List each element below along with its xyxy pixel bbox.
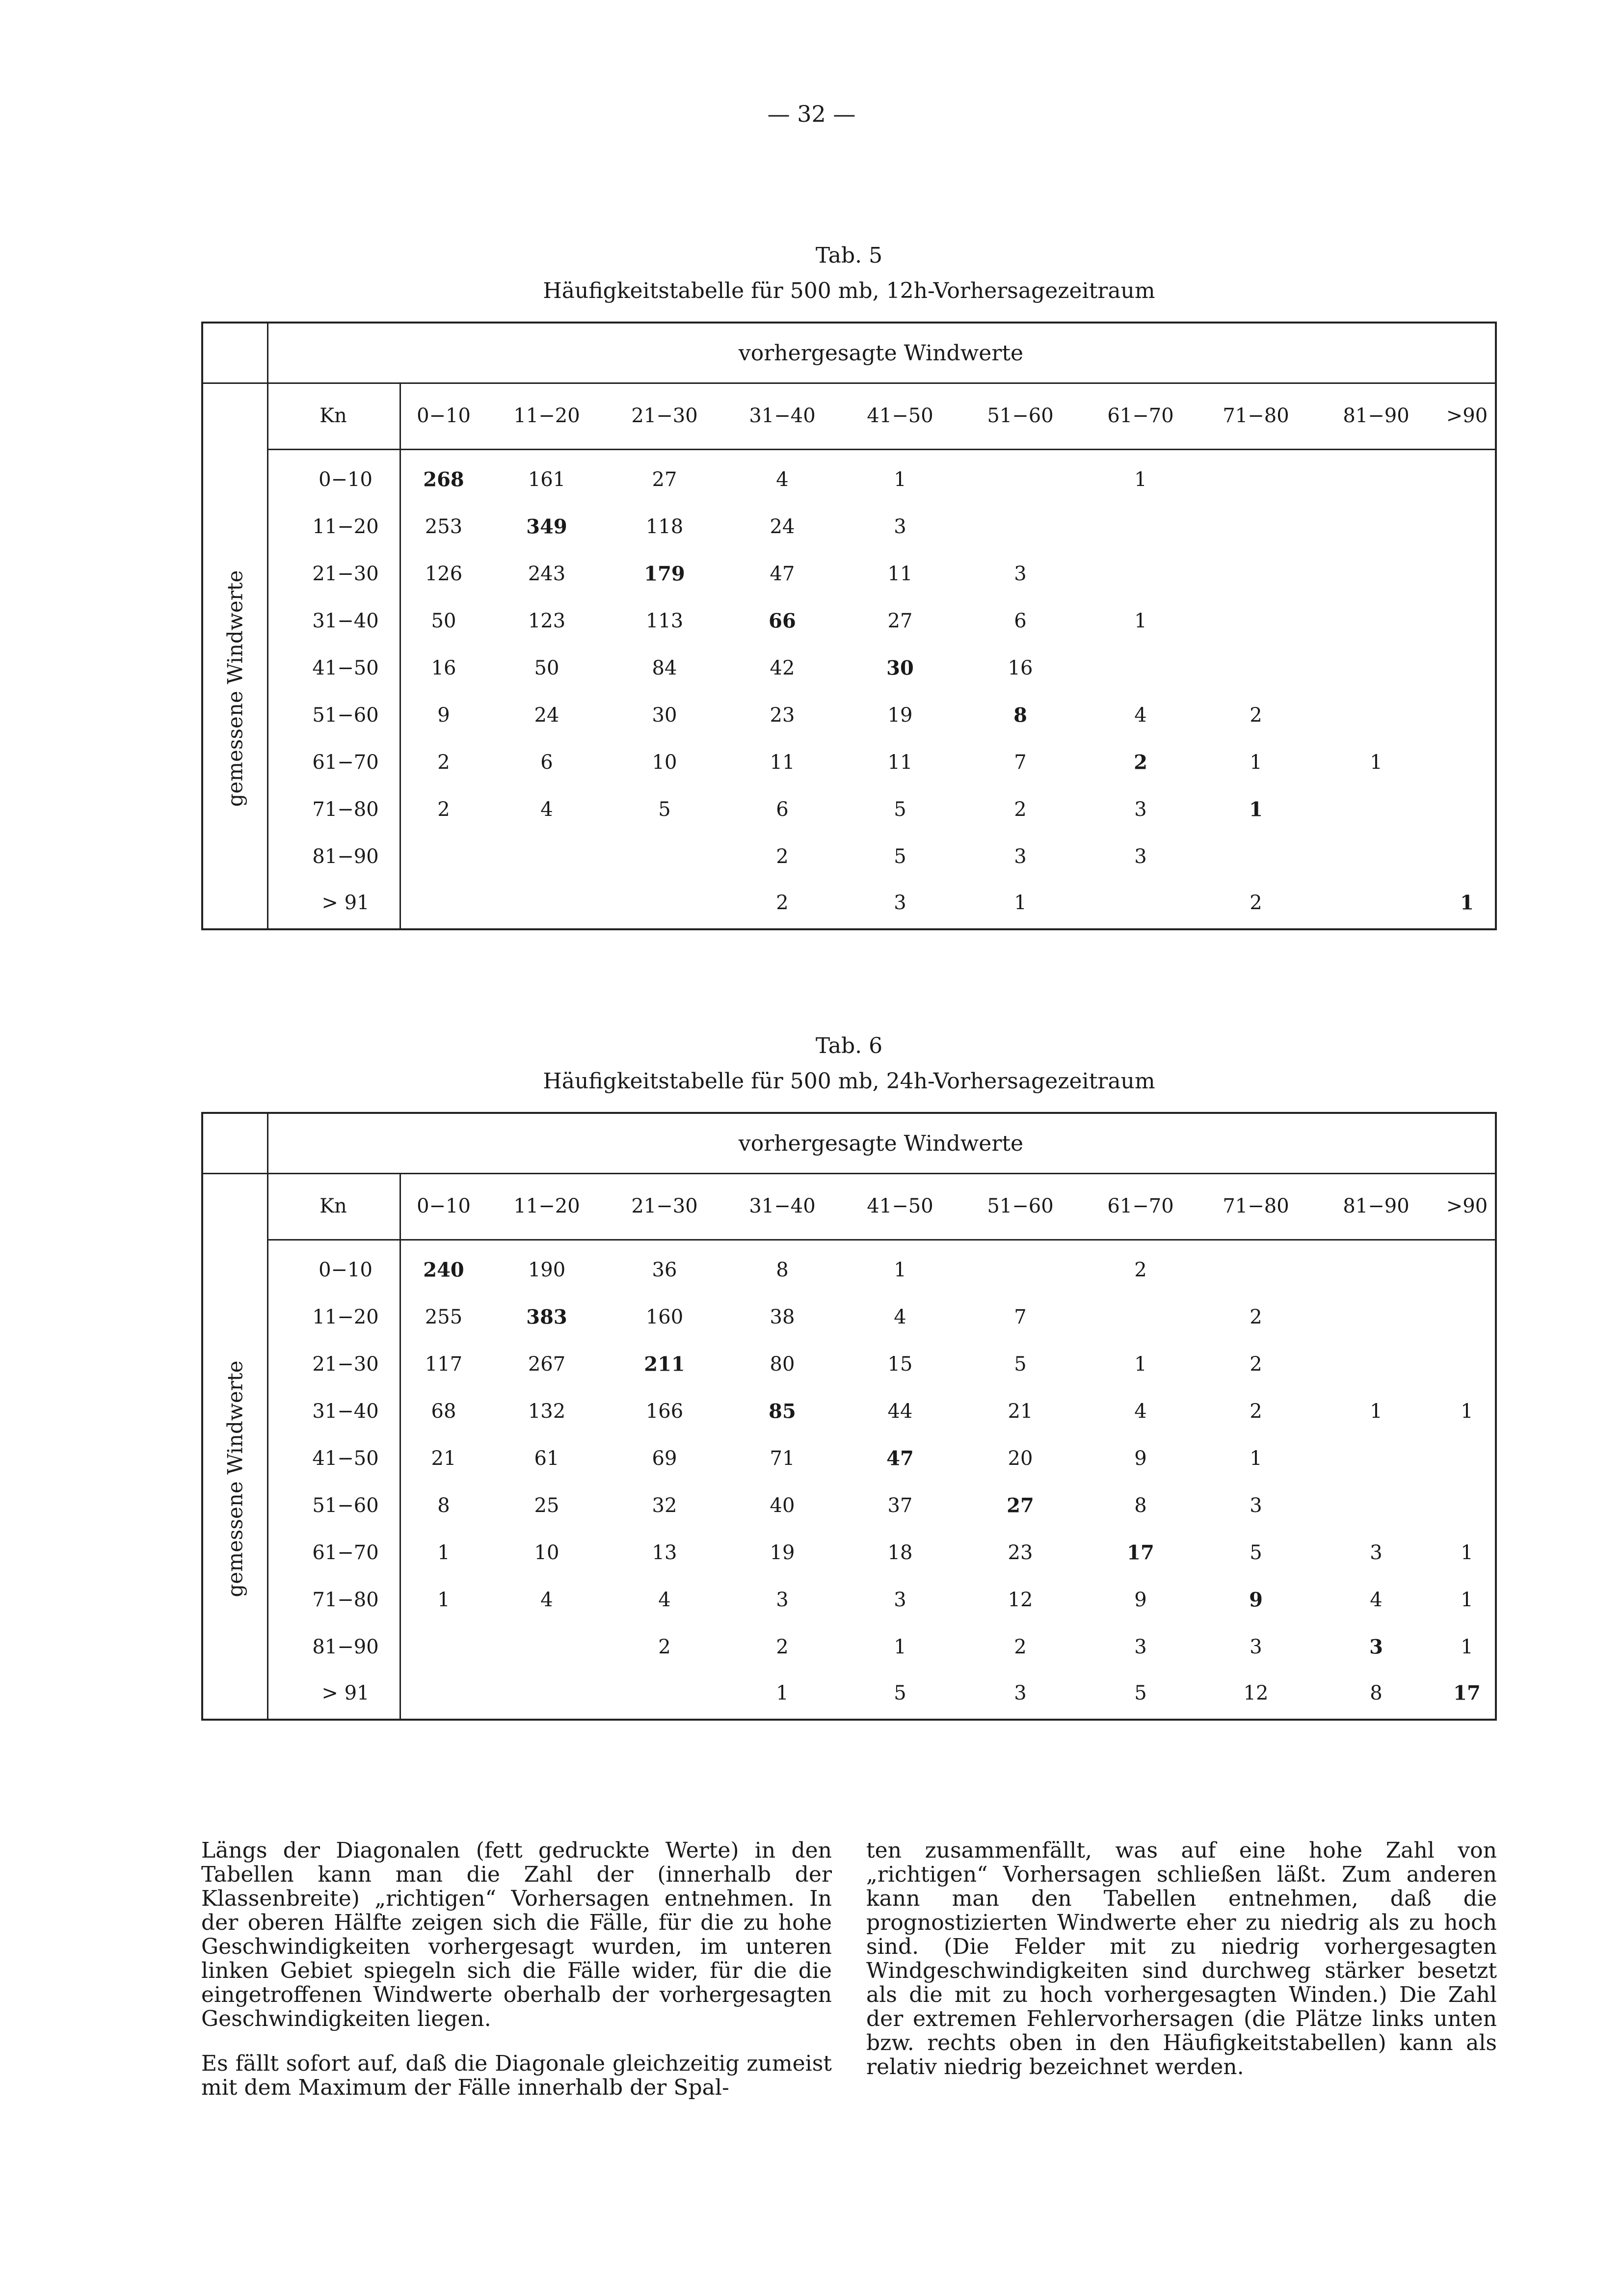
column-header: 71−80 — [1223, 405, 1289, 427]
divider — [203, 1173, 1495, 1174]
table-cell: 166 — [645, 1400, 684, 1423]
table-cell: 3 — [1014, 845, 1027, 868]
column-header: 31−40 — [749, 405, 816, 427]
table-cell: 2 — [1134, 1259, 1147, 1281]
table-cell: 1 — [1370, 751, 1383, 774]
table-cell: 3 — [1134, 845, 1147, 868]
row-header: 71−80 — [312, 1589, 379, 1611]
table-6-caption — [201, 1028, 1497, 1099]
table-cell: 21 — [1008, 1400, 1033, 1423]
table-cell: 38 — [770, 1306, 795, 1328]
table-cell: 132 — [528, 1400, 566, 1423]
table-cell: 267 — [528, 1353, 566, 1376]
column-header: 0−10 — [417, 1195, 471, 1217]
table-cell: 9 — [1249, 1588, 1263, 1612]
table-cell: 4 — [540, 1589, 553, 1611]
table-cell: 4 — [540, 798, 553, 821]
table-cell: 2 — [1250, 704, 1262, 727]
table-cell: 8 — [776, 1259, 789, 1281]
table-cell: 20 — [1008, 1447, 1033, 1470]
table-cell: 3 — [1369, 1635, 1383, 1659]
table-cell: 18 — [887, 1541, 913, 1564]
table-cell: 2 — [1014, 1636, 1027, 1658]
table-cell: 16 — [1008, 657, 1033, 679]
table-cell: 1 — [894, 468, 906, 491]
table-cell: 10 — [534, 1541, 559, 1564]
row-header: 21−30 — [312, 1353, 379, 1376]
table-cell: 1 — [1461, 1541, 1473, 1564]
table-cell: 1 — [1461, 1589, 1473, 1611]
column-header: 61−70 — [1107, 405, 1174, 427]
table-cell: 1 — [1134, 468, 1147, 491]
table-cell: 9 — [437, 704, 450, 727]
table-cell: 1 — [1460, 891, 1474, 915]
table-cell: 255 — [425, 1306, 463, 1328]
column-header: >90 — [1446, 1195, 1488, 1217]
table-cell: 8 — [1013, 703, 1027, 727]
table-cell: 2 — [1250, 1400, 1262, 1423]
table-cell: 2 — [776, 845, 789, 868]
column-header: 81−90 — [1343, 1195, 1410, 1217]
text-column-left — [201, 1838, 832, 2120]
table-cell: 113 — [645, 610, 684, 632]
table-6-label: Tab. 6 — [815, 1033, 883, 1058]
table-cell: 211 — [644, 1352, 685, 1376]
row-header: 11−20 — [312, 1306, 379, 1328]
table-cell: 3 — [1134, 798, 1147, 821]
table-cell: 190 — [528, 1259, 566, 1281]
column-header: 0−10 — [417, 405, 471, 427]
table-cell: 61 — [534, 1447, 559, 1470]
table-cell: 6 — [1014, 610, 1027, 632]
table-cell: 4 — [1134, 704, 1147, 727]
divider — [399, 1173, 401, 1721]
table-5-title: Häufigkeitstabelle für 500 mb, 12h-Vorhersagezeitraum — [543, 278, 1155, 303]
row-header: 11−20 — [312, 515, 379, 538]
table-cell: 3 — [1014, 563, 1027, 585]
paragraph-maximum: Es fällt sofort auf, daß die Diagonale gleichzeitig zumeist mit dem Maximum der Fälle innerhalb der Spal- — [201, 2051, 832, 2100]
table-cell: 2 — [1250, 1353, 1262, 1376]
table-cell: 36 — [652, 1259, 677, 1281]
table-cell: 1 — [894, 1636, 906, 1658]
table-cell: 17 — [1453, 1681, 1481, 1705]
column-header: 31−40 — [749, 1195, 816, 1217]
table-cell: 3 — [894, 891, 906, 914]
table-cell: 118 — [645, 515, 684, 538]
table-cell: 253 — [425, 515, 463, 538]
table-cell: 19 — [887, 704, 913, 727]
paragraph-conclusion: ten zusammenfällt, was auf eine hohe Zahl von „richtigen“ Vorhersagen schließen läßt. Zum anderen kann man den Tabellen entnehmen, daß die prognostizierten Windwerte eher zu niedrig als zu hoch sind. (Die Felder mit zu niedrig vorhergesagten Windgeschwindigkeiten sind durchweg stärker besetzt als die mit zu hoch vorhergesagten Winden.) Die Zahl der extremen Fehlervorhersagen (die Plätze links unten bzw. rechts oben in den Häufigkeitstabellen) kann als relativ niedrig bezeichnet werden. — [866, 1838, 1497, 2080]
table-cell: 7 — [1014, 1306, 1027, 1328]
row-header: 51−60 — [312, 704, 379, 727]
kn-label: Kn — [319, 1195, 347, 1217]
table-cell: 3 — [1250, 1636, 1262, 1658]
table-cell: 50 — [534, 657, 559, 679]
table-cell: 1 — [1134, 1353, 1147, 1376]
table-cell: 1 — [437, 1589, 450, 1611]
table-cell: 85 — [769, 1400, 796, 1423]
column-header: 11−20 — [513, 405, 580, 427]
table-cell: 1 — [1461, 1400, 1473, 1423]
table-cell: 3 — [1250, 1494, 1262, 1517]
table-cell: 2 — [776, 891, 789, 914]
table-cell: 9 — [1134, 1447, 1147, 1470]
row-header: > 91 — [321, 891, 370, 914]
table-cell: 8 — [1370, 1682, 1383, 1704]
divider — [203, 382, 1495, 384]
table-cell: 11 — [770, 751, 795, 774]
column-header: 81−90 — [1343, 405, 1410, 427]
table-cell: 4 — [1134, 1400, 1147, 1423]
table-cell: 5 — [894, 798, 906, 821]
column-header: 71−80 — [1223, 1195, 1289, 1217]
table-cell: 8 — [1134, 1494, 1147, 1517]
row-header: 61−70 — [312, 1541, 379, 1564]
forecast-header: vorhergesagte Windwerte — [738, 1131, 1024, 1156]
table-5-label: Tab. 5 — [815, 243, 883, 268]
table-cell: 243 — [528, 563, 566, 585]
table-cell: 44 — [887, 1400, 913, 1423]
column-header: 11−20 — [513, 1195, 580, 1217]
table-cell: 1 — [776, 1682, 789, 1704]
table-cell: 6 — [540, 751, 553, 774]
table-cell: 11 — [887, 563, 913, 585]
forecast-header: vorhergesagte Windwerte — [738, 340, 1024, 366]
row-header: 51−60 — [312, 1494, 379, 1517]
table-cell: 5 — [894, 1682, 906, 1704]
table-cell: 42 — [770, 657, 795, 679]
row-header: 81−90 — [312, 1636, 379, 1658]
table-cell: 27 — [652, 468, 677, 491]
table-cell: 66 — [769, 609, 796, 633]
row-header: > 91 — [321, 1682, 370, 1704]
table-5-caption — [201, 238, 1497, 309]
divider — [267, 1114, 268, 1719]
table-cell: 2 — [658, 1636, 671, 1658]
table-cell: 13 — [652, 1541, 677, 1564]
column-header: 41−50 — [867, 405, 933, 427]
table-cell: 21 — [431, 1447, 456, 1470]
table-cell: 161 — [528, 468, 566, 491]
kn-label: Kn — [319, 405, 347, 427]
table-cell: 10 — [652, 751, 677, 774]
table-cell: 4 — [1370, 1589, 1383, 1611]
measured-header: gemessene Windwerte — [223, 1360, 247, 1597]
table-cell: 6 — [776, 798, 789, 821]
table-cell: 5 — [1014, 1353, 1027, 1376]
table-cell: 24 — [770, 515, 795, 538]
table-cell: 2 — [1250, 891, 1262, 914]
column-header: 51−60 — [987, 1195, 1054, 1217]
table-cell: 9 — [1134, 1589, 1147, 1611]
table-cell: 2 — [1134, 751, 1147, 774]
column-header: 61−70 — [1107, 1195, 1174, 1217]
column-header: 41−50 — [867, 1195, 933, 1217]
table-cell: 23 — [1008, 1541, 1033, 1564]
table-cell: 1 — [894, 1259, 906, 1281]
table-cell: 1 — [1014, 891, 1027, 914]
table-cell: 240 — [423, 1258, 464, 1282]
table-cell: 24 — [534, 704, 559, 727]
table-cell: 1 — [1370, 1400, 1383, 1423]
column-header: >90 — [1446, 405, 1488, 427]
row-header: 41−50 — [312, 657, 379, 679]
divider — [267, 324, 268, 928]
row-header: 21−30 — [312, 563, 379, 585]
table-cell: 47 — [886, 1447, 914, 1470]
table-cell: 1 — [1249, 798, 1263, 821]
table-cell: 17 — [1127, 1541, 1154, 1565]
table-cell: 2 — [437, 798, 450, 821]
table-cell: 27 — [1007, 1494, 1034, 1517]
column-header: 21−30 — [631, 1195, 698, 1217]
table-cell: 40 — [770, 1494, 795, 1517]
table-cell: 12 — [1008, 1589, 1033, 1611]
table-cell: 2 — [1014, 798, 1027, 821]
measured-header-box — [203, 449, 267, 928]
table-cell: 27 — [887, 610, 913, 632]
table-cell: 7 — [1014, 751, 1027, 774]
text-column-right — [866, 1838, 1497, 2100]
table-cell: 179 — [644, 562, 685, 586]
table-cell: 4 — [658, 1589, 671, 1611]
table-cell: 1 — [1461, 1636, 1473, 1658]
table-cell: 4 — [776, 468, 789, 491]
table-cell: 117 — [425, 1353, 463, 1376]
table-cell: 19 — [770, 1541, 795, 1564]
row-header: 81−90 — [312, 845, 379, 868]
table-cell: 268 — [423, 468, 464, 491]
table-cell: 5 — [1250, 1541, 1262, 1564]
divider — [267, 449, 1495, 450]
table-cell: 30 — [652, 704, 677, 727]
table-cell: 3 — [894, 1589, 906, 1611]
table-cell: 16 — [431, 657, 456, 679]
table-cell: 23 — [770, 704, 795, 727]
table-cell: 15 — [887, 1353, 913, 1376]
row-header: 0−10 — [319, 468, 372, 491]
table-cell: 25 — [534, 1494, 559, 1517]
table-cell: 84 — [652, 657, 677, 679]
row-header: 31−40 — [312, 1400, 379, 1423]
table-cell: 11 — [887, 751, 913, 774]
divider — [399, 382, 401, 930]
paragraph-diagonal: Längs der Diagonalen (fett gedruckte Werte) in den Tabellen kann man die Zahl der (innerhalb der Klassenbreite) „richtigen“ Vorhersagen entnehmen. In der oberen Hälfte zeigen sich die Fälle, für die zu hohe Geschwindigkeiten vorhergesagt wurden, im unteren linken Gebiet spiegeln sich die Fälle wider, für die die eingetroffenen Windwerte oberhalb der vorhergesagten Geschwindigkeiten liegen. — [201, 1838, 832, 2031]
table-cell: 5 — [658, 798, 671, 821]
table-cell: 4 — [894, 1306, 906, 1328]
table-cell: 1 — [1250, 1447, 1262, 1470]
table-cell: 2 — [1250, 1306, 1262, 1328]
table-cell: 37 — [887, 1494, 913, 1517]
table-cell: 68 — [431, 1400, 456, 1423]
table-cell: 5 — [1134, 1682, 1147, 1704]
table-cell: 12 — [1243, 1682, 1269, 1704]
table-cell: 3 — [776, 1589, 789, 1611]
table-cell: 69 — [652, 1447, 677, 1470]
table-cell: 126 — [425, 563, 463, 585]
column-header: 51−60 — [987, 405, 1054, 427]
table-cell: 383 — [526, 1305, 567, 1329]
table-cell: 349 — [526, 515, 567, 539]
table-cell: 50 — [431, 610, 456, 632]
column-header: 21−30 — [631, 405, 698, 427]
page-number: — 32 — — [767, 101, 856, 127]
table-cell: 1 — [437, 1541, 450, 1564]
table-cell: 30 — [886, 656, 914, 680]
divider — [267, 1239, 1495, 1241]
measured-header: gemessene Windwerte — [223, 570, 247, 807]
table-cell: 3 — [1014, 1682, 1027, 1704]
row-header: 0−10 — [319, 1259, 372, 1281]
table-cell: 160 — [645, 1306, 684, 1328]
row-header: 61−70 — [312, 751, 379, 774]
table-cell: 47 — [770, 563, 795, 585]
table-cell: 1 — [1250, 751, 1262, 774]
table-cell: 5 — [894, 845, 906, 868]
table-cell: 123 — [528, 610, 566, 632]
table-cell: 3 — [894, 515, 906, 538]
row-header: 31−40 — [312, 610, 379, 632]
table-cell: 8 — [437, 1494, 450, 1517]
row-header: 71−80 — [312, 798, 379, 821]
table-cell: 71 — [770, 1447, 795, 1470]
table-6 — [201, 1112, 1497, 1721]
row-header: 41−50 — [312, 1447, 379, 1470]
table-cell: 80 — [770, 1353, 795, 1376]
table-5 — [201, 322, 1497, 930]
table-cell: 3 — [1134, 1636, 1147, 1658]
table-6-title: Häufigkeitstabelle für 500 mb, 24h-Vorhersagezeitraum — [543, 1069, 1155, 1094]
table-cell: 2 — [437, 751, 450, 774]
measured-header-box — [203, 1239, 267, 1719]
table-cell: 3 — [1370, 1541, 1383, 1564]
table-cell: 32 — [652, 1494, 677, 1517]
table-cell: 1 — [1134, 610, 1147, 632]
table-cell: 2 — [776, 1636, 789, 1658]
